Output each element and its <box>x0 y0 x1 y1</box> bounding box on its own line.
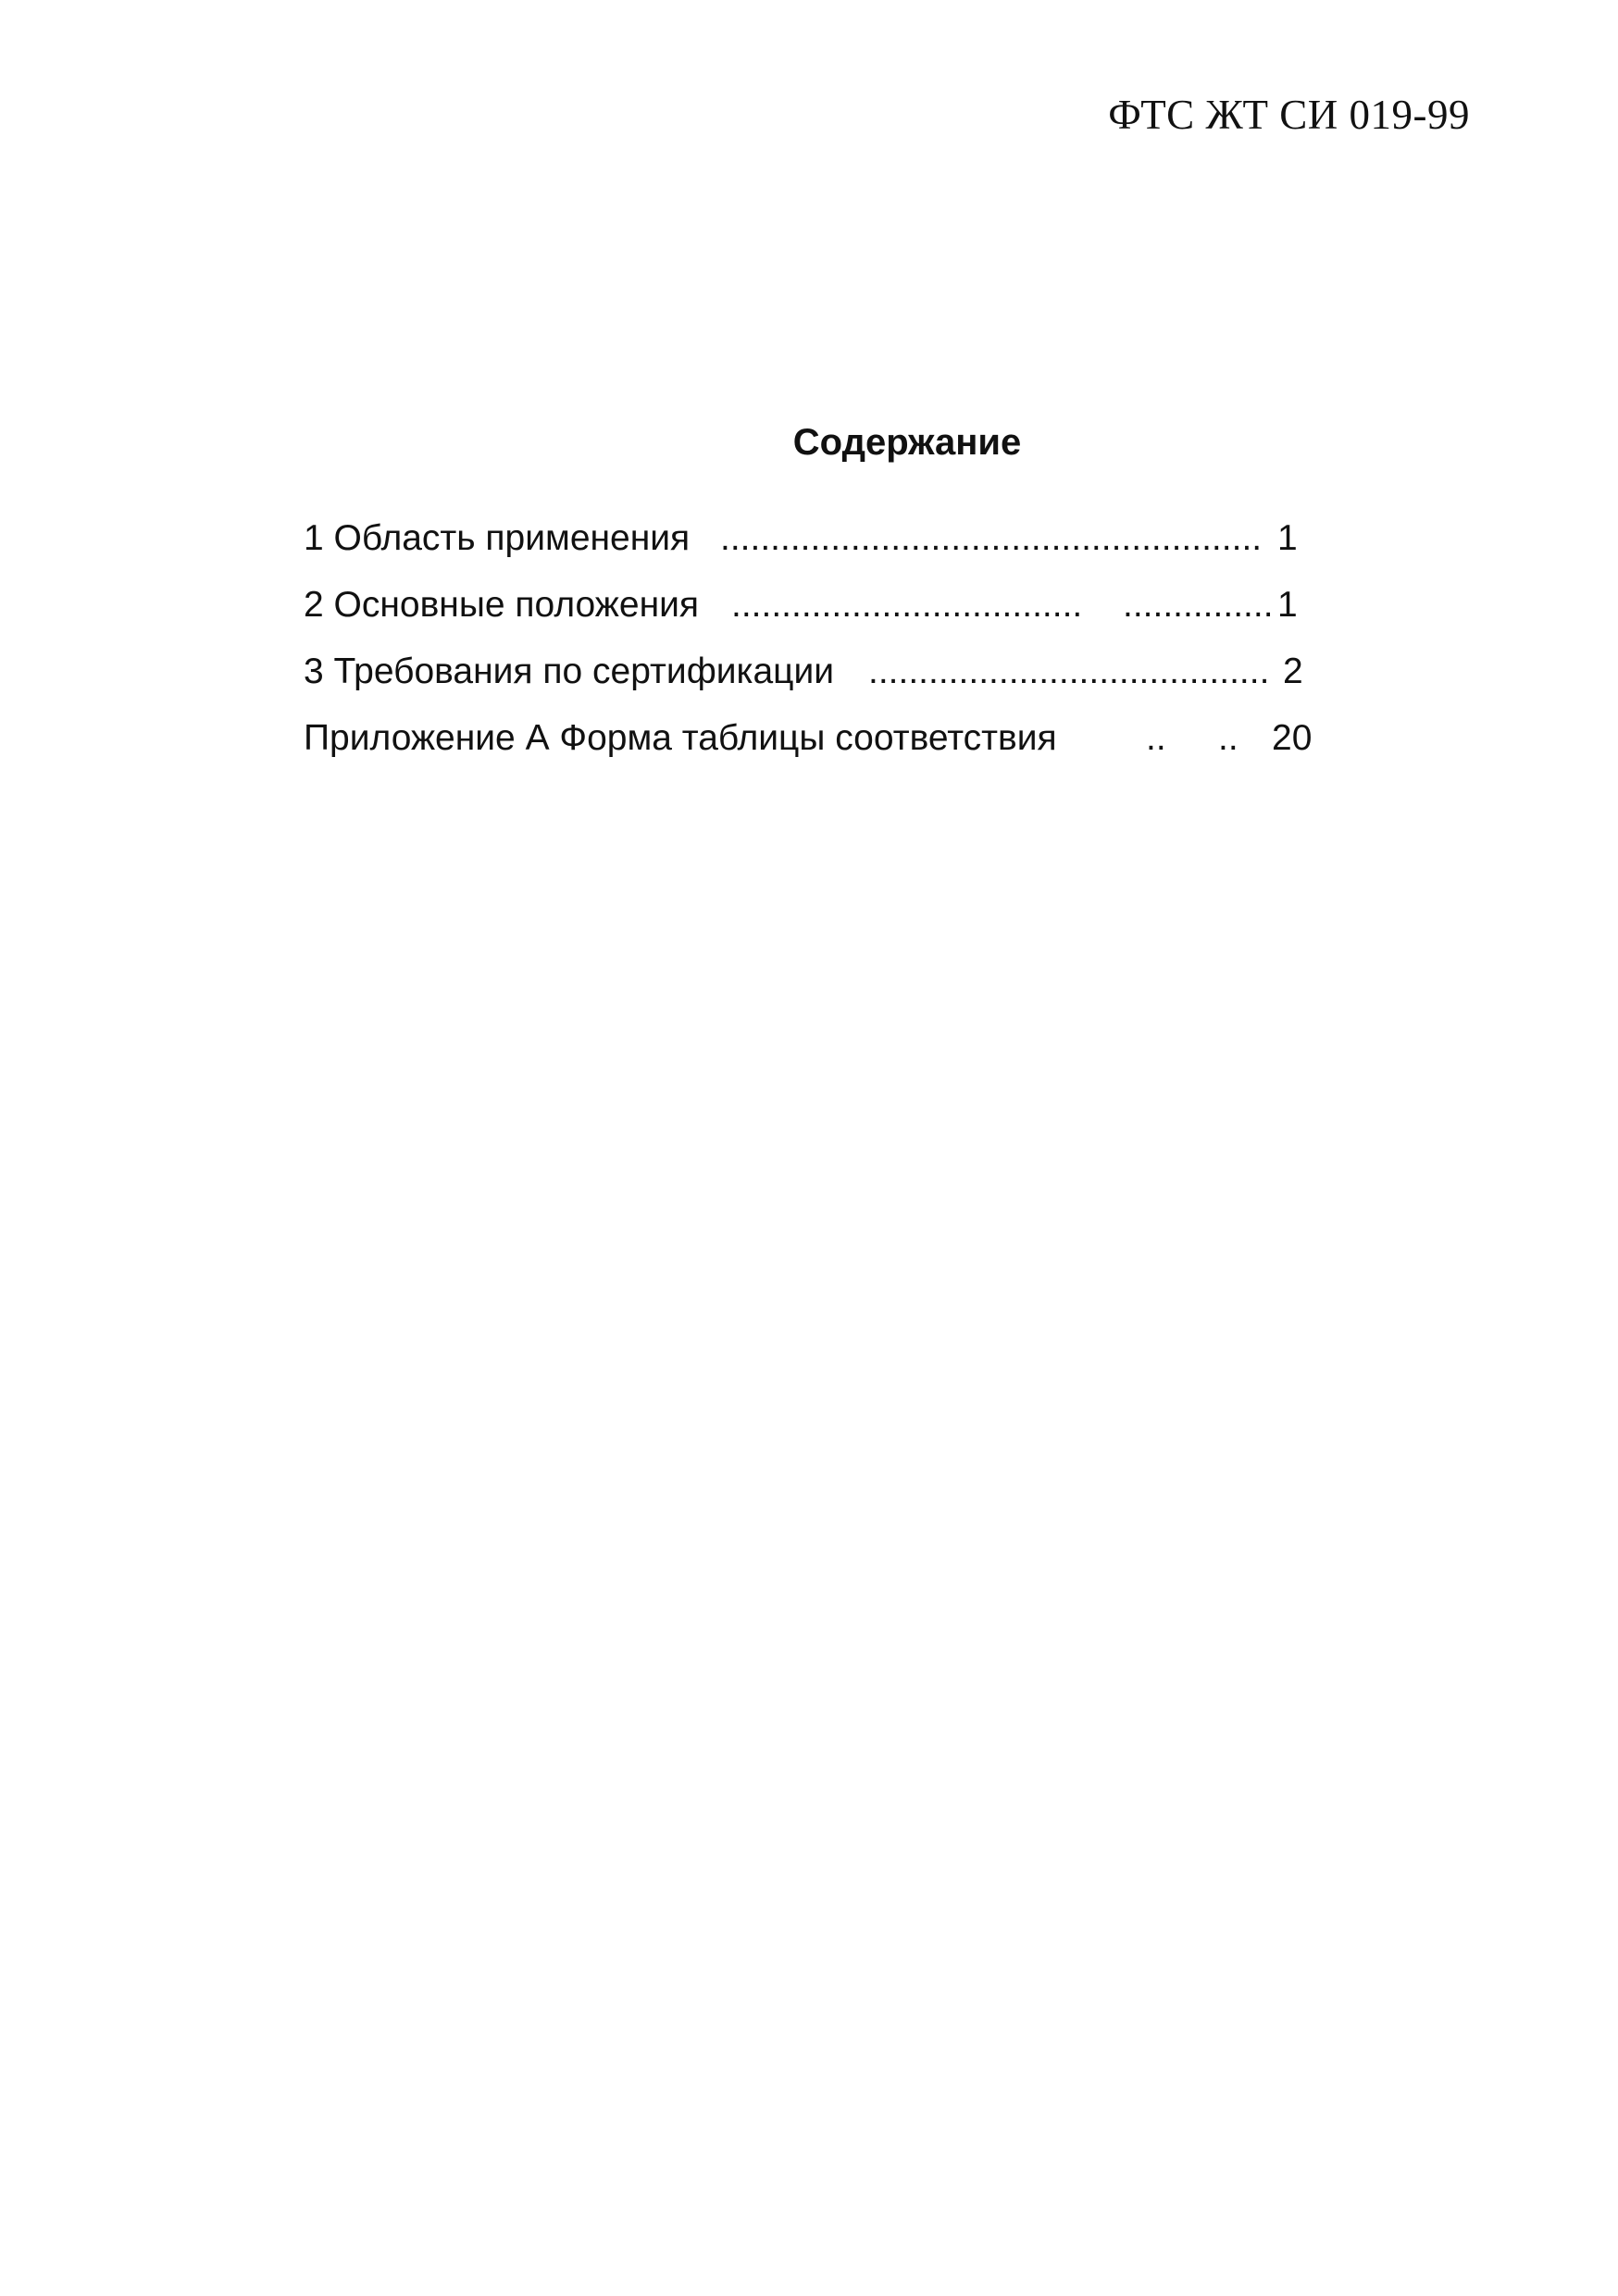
toc-entry-page: 2 <box>1283 652 1303 691</box>
toc-entry-label: 3 Требования по сертификации <box>304 652 835 691</box>
toc-entry <box>304 585 1322 652</box>
toc-entry-page: 20 <box>1272 718 1313 758</box>
toc-entry <box>304 518 1322 585</box>
toc-entry-page: 1 <box>1277 585 1298 625</box>
toc-entry <box>304 652 1322 718</box>
toc-entry-leader: ...................................................... <box>720 518 1263 558</box>
toc-entry-leader: ................................... <box>731 585 1083 625</box>
toc-entry-leader: .. <box>1146 718 1166 758</box>
document-code: ФТС ЖТ СИ 019-99 <box>1108 92 1470 138</box>
toc-entry-leader: .. <box>1218 718 1238 758</box>
toc-entry-label: Приложение А Форма таблицы соответствия <box>304 718 1057 758</box>
toc-title: Содержание <box>792 422 1022 463</box>
table-of-contents <box>304 518 1322 785</box>
toc-entry <box>304 718 1322 785</box>
toc-entry-leader: ........................................ <box>868 652 1270 691</box>
toc-entry-label: 1 Область применения <box>304 518 691 558</box>
toc-entry-label: 2 Основные положения <box>304 585 700 625</box>
toc-entry-page: 1 <box>1277 518 1298 558</box>
toc-entry-leader: ............... <box>1123 585 1274 625</box>
